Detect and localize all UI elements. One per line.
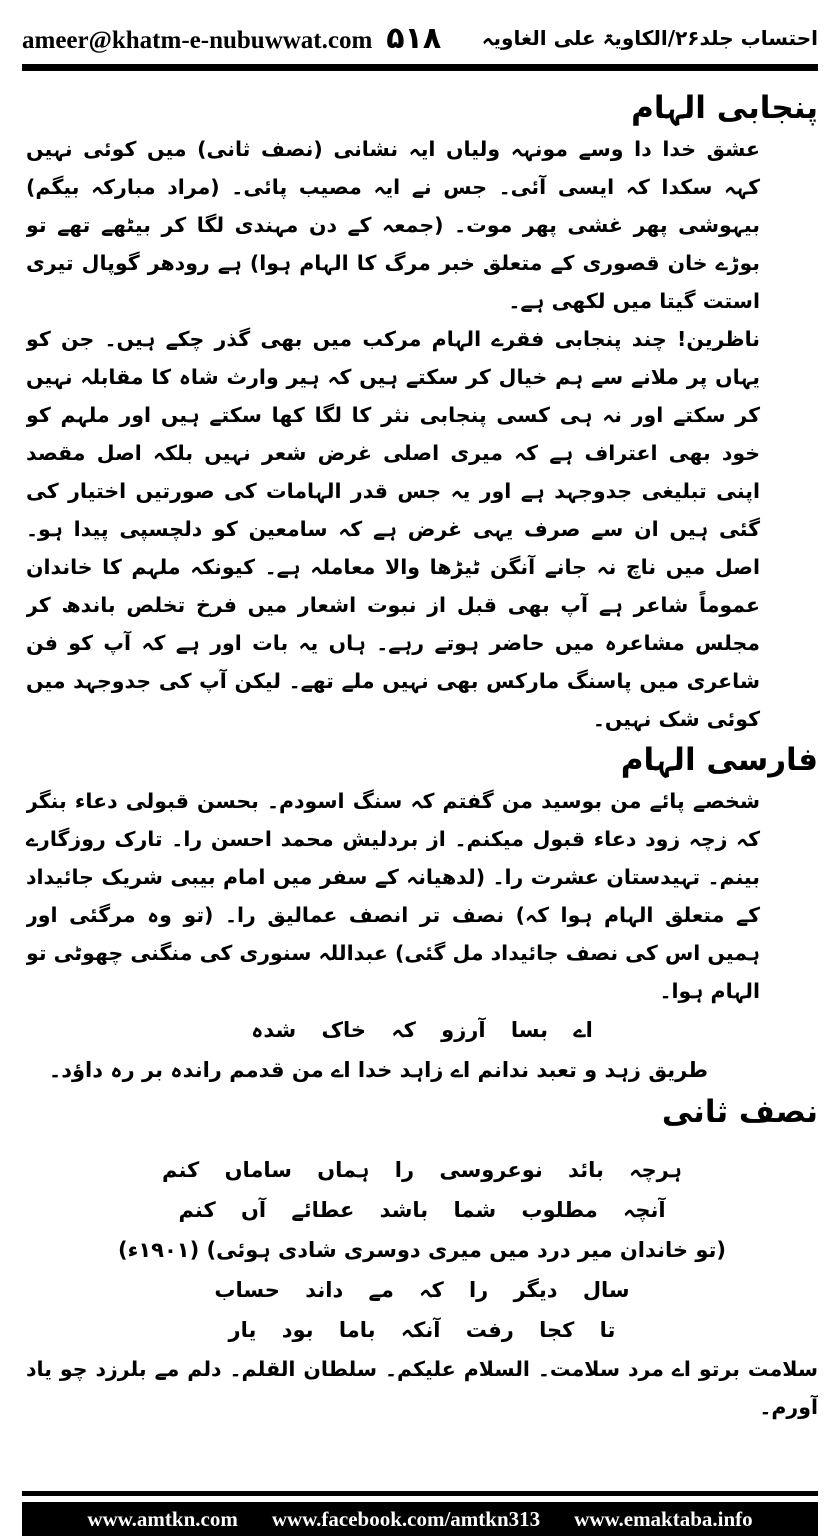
heading-farsi-ilham: فارسی الہام [620, 742, 818, 778]
closing-line: سلامت برتو اے مرد سلامت۔ السلام علیکم۔ سلطان القلم۔ دلم مے بلرزد چو یاد آورم۔ [26, 1357, 818, 1419]
page-number: ۵۱۸ [386, 20, 442, 56]
footer-link-amtkn[interactable]: www.amtkn.com [87, 1506, 238, 1531]
paragraph-farsi-1: شخصے پائے من بوسید من گفتم کہ سنگ اسودم۔ بحسن قبولی دعاء بنگر کہ زچہ زود دعاء قبول میکنم۔ از بردلیش محمد احسن را۔ تارک روزگارے بینم۔ تہیدستان عشرت را۔ (لدھیانہ کے سفر میں امام بیبی شریک جائیداد کے متعلق الہام ہوا کہ) نصف تر انصف عمالیق را۔ (تو وہ مرگئی اور ہمیں اس کی نصف جائیداد مل گئی) عبداللہ سنوری کی منگنی چھوٹی تو الہام ہوا۔ [26, 789, 760, 1003]
footer-link-emaktaba[interactable]: www.emaktaba.info [574, 1506, 753, 1531]
verse-line-6: سال دیگر را کہ مے داند حساب [214, 1278, 630, 1302]
heading-punjabi-ilham: پنجابی الہام [631, 90, 818, 126]
page-header [22, 18, 818, 58]
footer-link-facebook[interactable]: www.facebook.com/amtkn313 [271, 1506, 541, 1531]
verse-line-1: اے بسا آرزو کہ خاک شدہ [251, 1018, 593, 1042]
footer-rule [22, 1491, 818, 1496]
paragraph-punjabi-1: عشق خدا دا وسے مونہہ ولیاں ایہ نشانی (نصف ثانی) میں کوئی نہیں کہہ سکدا کہ ایسی آئی۔ جس نے ایہ مصیب پائی۔ (مراد مبارکہ بیگم) بیہوشی پھر غشی پھر موت۔ (جمعہ کے دن مہندی لگا کر بیٹھے تھے تو بوڑے خان قصوری کے متعلق خبر مرگ کا الہام ہوا) ہے رودھر گوپال تیری استت گیتا میں لکھی ہے۔ [26, 137, 760, 313]
header-rule [22, 64, 818, 71]
verse-line-4: آنچہ مطلوب شما باشد عطائے آں کنم [178, 1198, 666, 1222]
verse-line-5: (تو خاندان میر درد میں میری دوسری شادی ہوئی) (۱۹۰۱ء) [117, 1238, 727, 1262]
verse-line-3: ہرچہ بائد نوعروسی را ہماں ساماں کنم [162, 1158, 682, 1182]
book-title: احتساب جلد۲۶/الکاویۃ علی الغاویہ [481, 26, 818, 50]
header-email: ameer@khatm-e-nubuwwat.com [22, 26, 373, 54]
verse-line-2: طریق زہد و تعبد ندانم اے زاہد خدا اے من قدمم راندہ بر رہ داؤد۔ [48, 1058, 708, 1082]
header-left [22, 21, 441, 56]
page-footer [22, 1502, 818, 1536]
page-body [26, 86, 818, 1476]
paragraph-punjabi-2: ناظرین! چند پنجابی فقرے الہام مرکب میں بھی گذر چکے ہیں۔ جن کو یہاں پر ملانے سے ہم خیال کر سکتے ہیں کہ ہیر وارث شاہ کا مقابلہ نہیں کر سکتے اور نہ ہی کسی پنجابی نثر کا لگا کھا سکتے ہیں اور ملہم کو خود بھی اعتراف ہے کہ میری اصلی غرض شعر نہیں بلکہ اصل مقصد اپنی تبلیغی جدوجہد ہے اور یہ جس قدر الہامات کی صورتیں اختیار کی گئی ہیں ان سے صرف یہی غرض ہے کہ سامعین کو دلچسپی پیدا ہو۔ اصل میں ناچ نہ جانے آنگن ٹیڑھا والا معاملہ ہے۔ کیونکہ ملہم کا خاندان عموماً شاعر ہے آپ بھی قبل از نبوت اشعار میں فرخ تخلص باندھ کر مجلس مشاعرہ میں حاضر ہوتے رہے۔ ہاں یہ بات اور ہے کہ آپ کو فن شاعری میں پاسنگ مارکس بھی نہیں ملے تھے۔ لیکن آپ کی جدوجہد میں کوئی شک نہیں۔ [26, 327, 761, 731]
spacer [26, 1134, 818, 1150]
verse-line-7: تا کجا رفت آنکہ باما بود یار [228, 1318, 616, 1342]
heading-nisf-sani: نصف ثانی [661, 1094, 818, 1130]
